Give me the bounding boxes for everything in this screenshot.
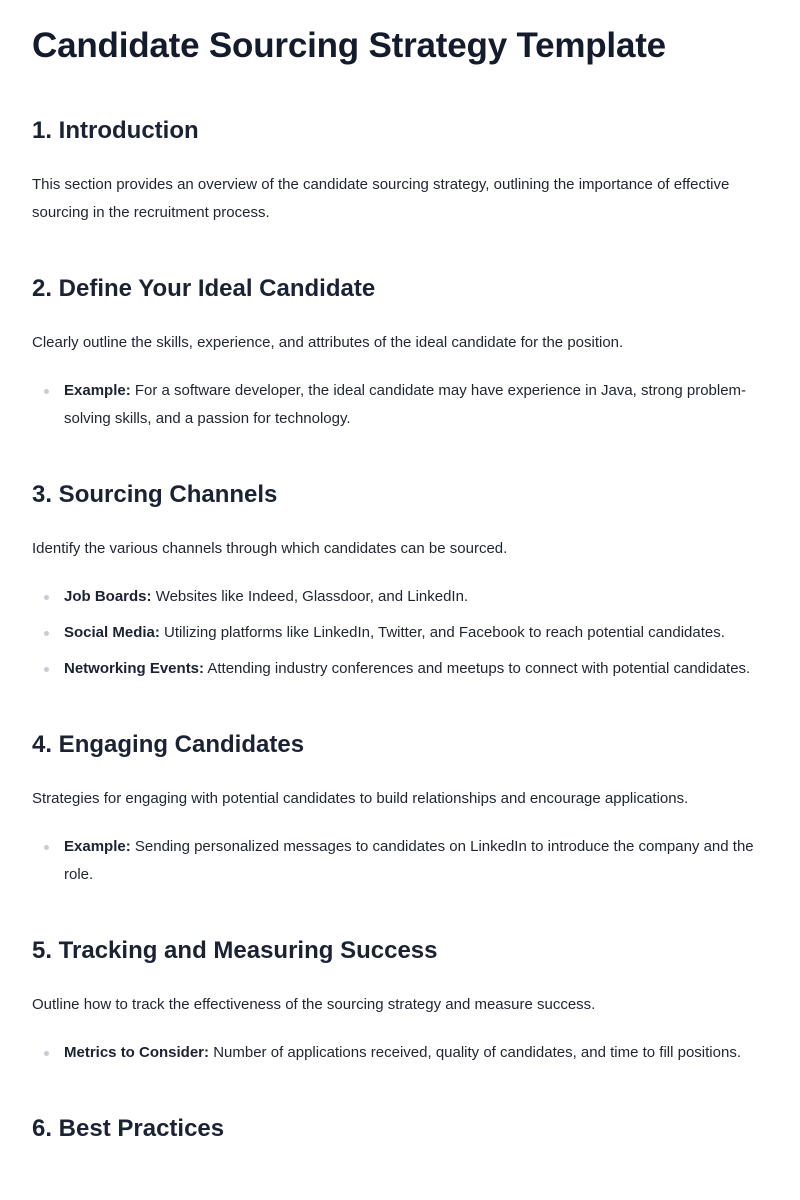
section-engaging-candidates bbox=[32, 730, 768, 889]
list-item-text: For a software developer, the ideal candidate may have experience in Java, strong problem-solving skills, and a passion for technology. bbox=[64, 382, 747, 427]
list-item-text: Attending industry conferences and meetups to connect with potential candidates. bbox=[207, 660, 751, 677]
section-heading: 1. Introduction bbox=[32, 117, 199, 144]
list-item-label: Example: bbox=[64, 838, 131, 855]
section-text: Strategies for engaging with potential candidates to build relationships and encourage applications. bbox=[32, 790, 689, 807]
list-item bbox=[32, 619, 768, 647]
list-item bbox=[32, 833, 768, 889]
list-item-text: Sending personalized messages to candidates on LinkedIn to introduce the company and the role. bbox=[64, 838, 754, 883]
section-best-practices bbox=[32, 1114, 768, 1144]
list-item-text: Number of applications received, quality of candidates, and time to fill positions. bbox=[213, 1044, 741, 1061]
bullet-list bbox=[32, 833, 768, 889]
section-ideal-candidate bbox=[32, 274, 768, 433]
list-item-label: Networking Events: bbox=[64, 660, 205, 677]
list-item bbox=[32, 583, 768, 611]
list-item bbox=[32, 1039, 768, 1067]
bullet-icon bbox=[44, 389, 49, 394]
list-item bbox=[32, 377, 768, 433]
section-text: Identify the various channels through which candidates can be sourced. bbox=[32, 540, 508, 557]
bullet-icon bbox=[44, 595, 49, 600]
list-item-label: Job Boards: bbox=[64, 588, 152, 605]
list-item-text: Websites like Indeed, Glassdoor, and LinkedIn. bbox=[155, 588, 469, 605]
section-heading: 6. Best Practices bbox=[32, 1115, 225, 1142]
bullet-icon bbox=[44, 631, 49, 636]
list-item-label: Example: bbox=[64, 382, 131, 399]
bullet-list bbox=[32, 583, 768, 683]
list-item-label: Metrics to Consider: bbox=[64, 1044, 210, 1061]
bullet-list bbox=[32, 1039, 768, 1067]
section-heading: 5. Tracking and Measuring Success bbox=[32, 937, 438, 964]
bullet-icon bbox=[44, 667, 49, 672]
document-title: Candidate Sourcing Strategy Template bbox=[32, 26, 666, 65]
section-text: This section provides an overview of the candidate sourcing strategy, outlining the importance of effective sourcing in the recruitment process. bbox=[32, 176, 730, 221]
section-introduction bbox=[32, 116, 768, 227]
bullet-icon bbox=[44, 845, 49, 850]
section-text: Outline how to track the effectiveness of the sourcing strategy and measure success. bbox=[32, 996, 596, 1013]
bullet-list bbox=[32, 377, 768, 433]
list-item bbox=[32, 655, 768, 683]
section-heading: 4. Engaging Candidates bbox=[32, 731, 305, 758]
section-heading: 3. Sourcing Channels bbox=[32, 481, 278, 508]
section-sourcing-channels bbox=[32, 480, 768, 683]
list-item-label: Social Media: bbox=[64, 624, 160, 641]
section-heading: 2. Define Your Ideal Candidate bbox=[32, 275, 376, 302]
bullet-icon bbox=[44, 1051, 49, 1056]
list-item-text: Utilizing platforms like LinkedIn, Twitter, and Facebook to reach potential candidates. bbox=[164, 624, 725, 641]
section-tracking-success bbox=[32, 936, 768, 1067]
section-text: Clearly outline the skills, experience, and attributes of the ideal candidate for the position. bbox=[32, 334, 624, 351]
